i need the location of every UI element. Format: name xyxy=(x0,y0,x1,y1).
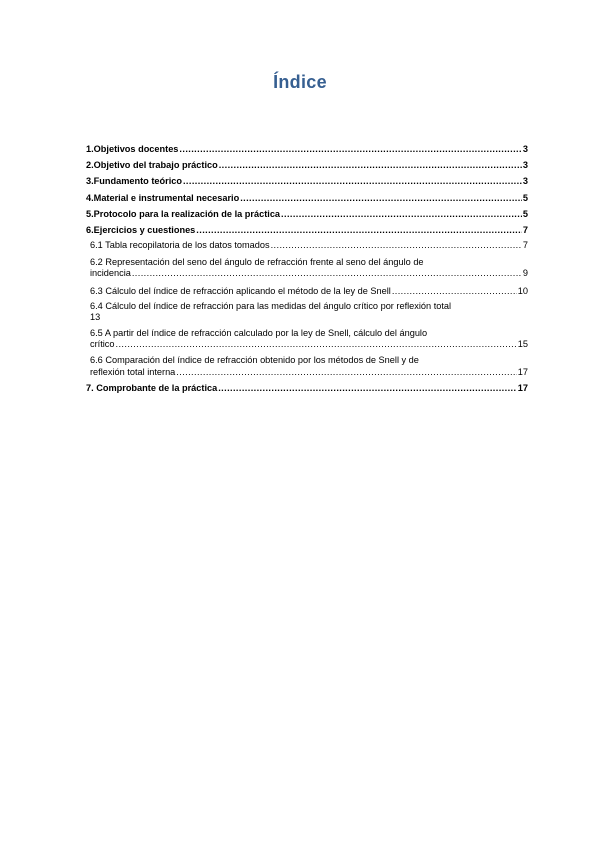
toc-entry-objetivo-trabajo[interactable] xyxy=(86,155,528,171)
toc-entry-objetivos-docentes[interactable] xyxy=(86,139,528,155)
toc-entry-label: 1.Objetivos docentes xyxy=(86,143,179,154)
toc-entry-fundamento-teorico[interactable] xyxy=(86,171,528,187)
toc-entry-6-5[interactable] xyxy=(90,328,528,350)
table-of-contents xyxy=(86,139,528,394)
toc-entry-label-line2: incidencia xyxy=(90,267,131,278)
toc-entry-label-line1: 6.6 Comparación del índice de refracción obtenido por los métodos de Snell y de xyxy=(90,355,419,366)
toc-leader-dots xyxy=(196,225,522,236)
toc-leader-dots xyxy=(132,268,522,279)
toc-entry-label-line2: reflexión total interna xyxy=(90,366,176,377)
toc-page-number: 10 xyxy=(517,286,528,297)
toc-entry-label: 7. Comprobante de la práctica xyxy=(86,382,218,393)
toc-page-number: 13 xyxy=(90,311,101,322)
toc-leader-dots xyxy=(281,209,522,220)
page-title: Índice xyxy=(273,72,327,92)
toc-leader-dots xyxy=(392,286,517,297)
toc-entry-6-4[interactable] xyxy=(90,301,528,323)
toc-leader-dots xyxy=(176,367,516,378)
toc-entry-label: 2.Objetivo del trabajo práctico xyxy=(86,160,218,171)
toc-entry-label: 6.Ejercicios y cuestiones xyxy=(86,224,196,235)
toc-entry-comprobante[interactable] xyxy=(86,378,528,394)
toc-leader-dots xyxy=(218,383,517,394)
toc-page-number: 9 xyxy=(522,267,528,278)
toc-page-number: 7 xyxy=(522,240,528,251)
toc-entry-label-line1: 6.4 Cálculo del índice de refracción para las medidas del ángulo crítico por reflexión total xyxy=(90,300,452,311)
toc-leader-dots xyxy=(271,240,522,251)
toc-page-number: 5 xyxy=(522,192,528,203)
toc-page-number: 15 xyxy=(517,339,528,350)
toc-page-number: 17 xyxy=(517,382,528,393)
toc-page-number: 3 xyxy=(522,160,528,171)
toc-entry-label: 6.3 Cálculo del índice de refracción aplicando el método de la ley de Snell xyxy=(90,286,391,297)
toc-leader-dots xyxy=(179,144,521,155)
toc-leader-dots xyxy=(116,339,517,350)
toc-entry-label-line1: 6.2 Representación del seno del ángulo de refracción frente al seno del ángulo de xyxy=(90,256,424,267)
toc-leader-dots xyxy=(183,176,522,187)
toc-entry-label: 3.Fundamento teórico xyxy=(86,176,182,187)
toc-entry-6-6[interactable] xyxy=(90,355,528,377)
toc-entry-protocolo[interactable] xyxy=(86,204,528,220)
toc-page-number: 5 xyxy=(522,208,528,219)
toc-entry-ejercicios[interactable] xyxy=(86,220,528,236)
toc-leader-dots xyxy=(219,160,522,171)
toc-entry-label-line1: 6.5 A partir del índice de refracción calculado por la ley de Snell, cálculo del ángulo xyxy=(90,327,428,338)
toc-entry-label: 4.Material e instrumental necesario xyxy=(86,192,240,203)
toc-page-number: 17 xyxy=(517,366,528,377)
toc-page-number: 7 xyxy=(522,224,528,235)
toc-entry-label: 6.1 Tabla recopilatoria de los datos tomados xyxy=(90,240,270,251)
toc-entry-6-1[interactable] xyxy=(90,236,528,252)
toc-entry-6-2[interactable] xyxy=(90,257,528,279)
toc-entry-material[interactable] xyxy=(86,188,528,204)
toc-leader-dots xyxy=(240,193,522,204)
toc-page-number: 3 xyxy=(522,143,528,154)
toc-entry-label-line2: crítico xyxy=(90,339,115,350)
toc-page-number: 3 xyxy=(522,176,528,187)
toc-entry-6-3[interactable] xyxy=(90,282,528,298)
toc-entry-label: 5.Protocolo para la realización de la práctica xyxy=(86,208,281,219)
